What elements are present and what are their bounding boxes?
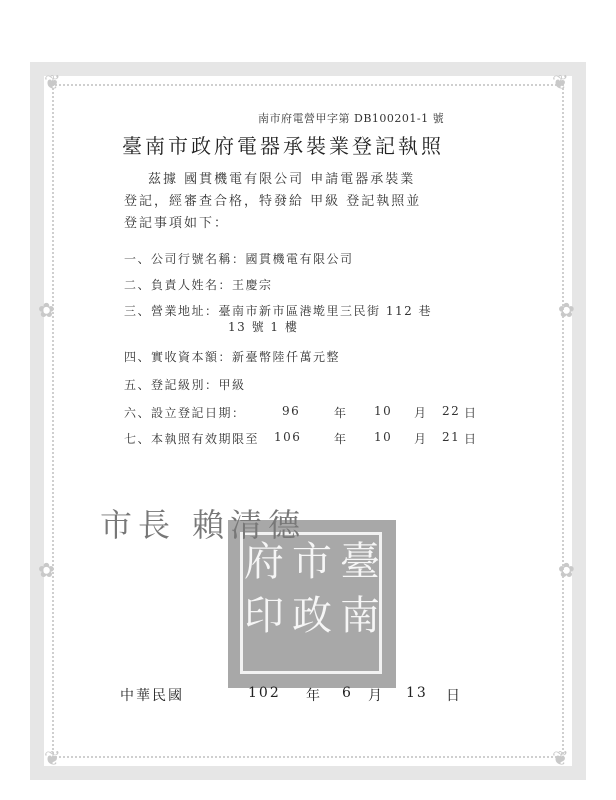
corner-ornament-icon: ❦ bbox=[552, 746, 569, 770]
validity-year: 106 bbox=[274, 430, 302, 444]
corner-ornament-icon: ❦ bbox=[44, 70, 61, 94]
certificate-number: 南市府電營甲字第 DB100201-1 號 bbox=[258, 112, 445, 125]
corner-ornament-icon: ❦ bbox=[44, 746, 61, 770]
issue-month: 6 bbox=[342, 685, 353, 701]
intro-line-1: 茲據 國貫機電有限公司 申請電器承裝業 bbox=[148, 172, 416, 187]
validity-year-unit: 年 bbox=[334, 432, 348, 446]
established-day: 22 bbox=[442, 404, 461, 418]
validity-label: 七、本執照有效期限至 bbox=[124, 432, 260, 446]
item-person: 二、負責人姓名：王慶宗 bbox=[124, 278, 273, 292]
page-title: 臺南市政府電器承裝業登記執照 bbox=[122, 134, 444, 158]
seal-char: 臺 bbox=[340, 539, 380, 585]
validity-day: 21 bbox=[442, 430, 461, 444]
intro-line-3: 登記事項如下： bbox=[124, 216, 230, 231]
validity-month: 10 bbox=[374, 430, 393, 444]
issue-year: 102 bbox=[248, 685, 281, 701]
item-address-cont: 13 號 1 樓 bbox=[228, 320, 299, 334]
item-address: 三、營業地址：臺南市新市區港墘里三民街 112 巷 bbox=[124, 304, 433, 318]
seal-char: 政 bbox=[292, 593, 332, 639]
issue-month-unit: 月 bbox=[368, 688, 384, 704]
established-label: 六、設立登記日期： bbox=[124, 406, 246, 420]
established-year: 96 bbox=[282, 404, 301, 418]
issue-day: 13 bbox=[406, 685, 428, 701]
issue-era: 中華民國 bbox=[120, 688, 184, 704]
established-year-unit: 年 bbox=[334, 406, 348, 420]
item-capital: 四、實收資本額：新臺幣陸仟萬元整 bbox=[124, 350, 341, 364]
intro-line-2: 登記，經審查合格，特發給 甲級 登記執照並 bbox=[124, 194, 422, 209]
corner-ornament-icon: ❦ bbox=[552, 70, 569, 94]
seal-char: 南 bbox=[340, 593, 380, 639]
established-day-unit: 日 bbox=[464, 406, 478, 420]
seal-char: 市 bbox=[292, 539, 332, 585]
established-month: 10 bbox=[374, 404, 393, 418]
item-established bbox=[124, 404, 484, 422]
validity-month-unit: 月 bbox=[414, 432, 428, 446]
side-ornament-icon: ✿ bbox=[38, 298, 55, 322]
seal-char: 府 bbox=[244, 539, 284, 585]
seal-char: 印 bbox=[244, 593, 284, 639]
issue-year-unit: 年 bbox=[306, 688, 322, 704]
item-grade: 五、登記級別：甲級 bbox=[124, 378, 246, 392]
validity-day-unit: 日 bbox=[464, 432, 478, 446]
established-month-unit: 月 bbox=[414, 406, 428, 420]
item-validity bbox=[124, 430, 484, 448]
issue-day-unit: 日 bbox=[446, 688, 462, 704]
side-ornament-icon: ✿ bbox=[558, 298, 575, 322]
mayor-signature: 市長 賴清德 bbox=[100, 506, 307, 544]
side-ornament-icon: ✿ bbox=[38, 558, 55, 582]
item-company: 一、公司行號名稱：國貫機電有限公司 bbox=[124, 252, 354, 266]
issue-date bbox=[120, 685, 480, 705]
side-ornament-icon: ✿ bbox=[558, 558, 575, 582]
